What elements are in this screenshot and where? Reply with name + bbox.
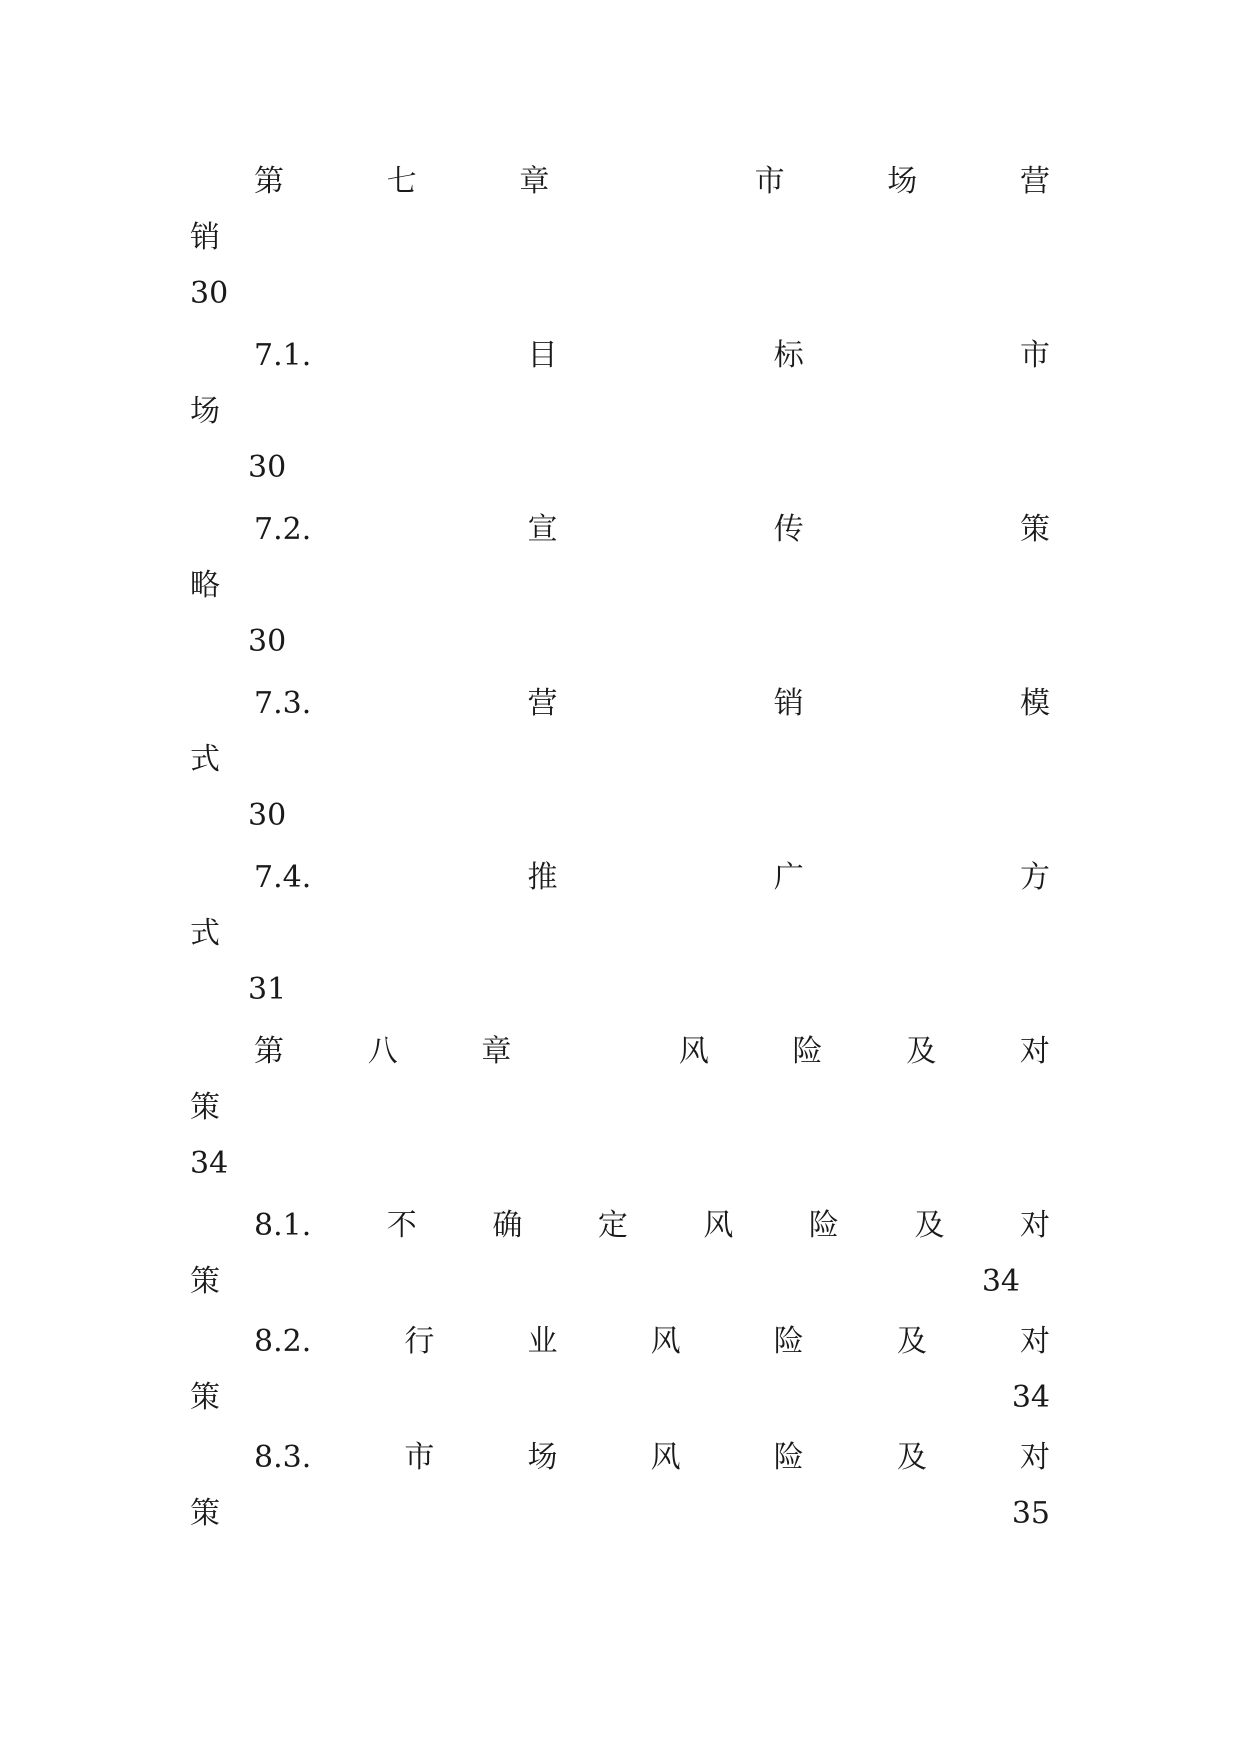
- toc-char: 对: [1020, 1440, 1050, 1475]
- toc-char: 及: [896, 1440, 927, 1475]
- toc-page-number: 30: [248, 798, 287, 833]
- toc-char: 风: [650, 1440, 681, 1475]
- dot-leader: [190, 446, 248, 490]
- toc-char: 七: [386, 164, 417, 199]
- toc-char: 险: [773, 1324, 804, 1359]
- toc-page-number: 31: [248, 972, 287, 1007]
- toc-char: 营: [1019, 164, 1050, 199]
- toc-section-number: 7.1.: [254, 338, 312, 373]
- toc-char: 章: [481, 1034, 512, 1069]
- toc-char: 场: [527, 1440, 558, 1475]
- toc-char: 第: [254, 164, 284, 199]
- toc-page-number: 34: [190, 1146, 229, 1181]
- toc-char: 市: [754, 164, 785, 199]
- toc-section-number: 8.2.: [254, 1324, 312, 1359]
- toc-char: 章: [519, 164, 550, 199]
- toc-section-number: 8.3.: [254, 1440, 312, 1475]
- toc-char: 对: [1020, 1324, 1050, 1359]
- toc-char: 模: [1020, 686, 1050, 721]
- toc-char: 目: [527, 338, 558, 373]
- dot-leader: [222, 1492, 1012, 1536]
- toc-page-number: 34: [1011, 1380, 1050, 1415]
- toc-page-number: 35: [1011, 1496, 1050, 1531]
- toc-page-number: 30: [248, 624, 287, 659]
- toc-char: 销: [773, 686, 804, 721]
- toc-char: 方: [1020, 860, 1050, 895]
- toc-section-number: 7.4.: [254, 860, 312, 895]
- toc-char: 及: [906, 1034, 937, 1069]
- dot-leader: [222, 912, 1050, 956]
- dot-leader: [222, 1260, 982, 1304]
- toc-char: 传: [773, 512, 804, 547]
- toc-char: 行: [404, 1324, 435, 1359]
- toc-char: 营: [527, 686, 558, 721]
- toc-char: 广: [773, 860, 804, 895]
- toc-char: 式: [190, 916, 220, 951]
- toc-char: 宣: [527, 512, 558, 547]
- toc-char: 险: [808, 1208, 839, 1243]
- toc-char: 第: [254, 1034, 284, 1069]
- toc-char: 对: [1019, 1034, 1050, 1069]
- toc-char: 销: [190, 220, 220, 255]
- toc-char: 业: [527, 1324, 558, 1359]
- toc-char: 及: [914, 1208, 945, 1243]
- toc-char: 风: [650, 1324, 681, 1359]
- dot-leader: [190, 620, 248, 664]
- toc-section-number: 7.3.: [254, 686, 312, 721]
- toc-char: 市: [404, 1440, 435, 1475]
- toc-char: 确: [492, 1208, 523, 1243]
- toc-section-number: 7.2.: [254, 512, 312, 547]
- toc-char: 标: [773, 338, 804, 373]
- dot-leader: [222, 216, 1050, 260]
- toc-char: 策: [190, 1090, 220, 1125]
- dot-leader: [222, 1086, 1050, 1130]
- toc-char: 定: [597, 1208, 628, 1243]
- dot-leader: [222, 738, 1050, 782]
- toc-section-number: 8.1.: [254, 1208, 312, 1243]
- toc-char: 对: [1019, 1208, 1050, 1243]
- toc-char: 场: [190, 394, 220, 429]
- dot-leader: [222, 1376, 1012, 1420]
- dot-leader: [190, 794, 248, 838]
- toc-page-number: 30: [190, 276, 229, 311]
- dot-leader: [222, 390, 1050, 434]
- dot-leader: [190, 968, 248, 1012]
- toc-char: 推: [527, 860, 558, 895]
- toc-char: 不: [386, 1208, 417, 1243]
- toc-char: 略: [190, 568, 220, 603]
- toc-char: 市: [1020, 338, 1050, 373]
- toc-char: 风: [678, 1034, 709, 1069]
- toc-page-number: 34: [981, 1264, 1020, 1299]
- toc-char: 险: [773, 1440, 804, 1475]
- toc-char: 及: [896, 1324, 927, 1359]
- toc-char: 风: [703, 1208, 734, 1243]
- dot-leader: [222, 564, 1050, 608]
- toc-char: 策: [190, 1496, 220, 1531]
- toc-char: 险: [792, 1034, 823, 1069]
- toc-char: 策: [190, 1264, 220, 1299]
- toc-page-number: 30: [248, 450, 287, 485]
- toc-char: 式: [190, 742, 220, 777]
- toc-char: 策: [190, 1380, 220, 1415]
- toc-char: 场: [887, 164, 918, 199]
- toc-char: 八: [367, 1034, 398, 1069]
- toc-char: 策: [1020, 512, 1050, 547]
